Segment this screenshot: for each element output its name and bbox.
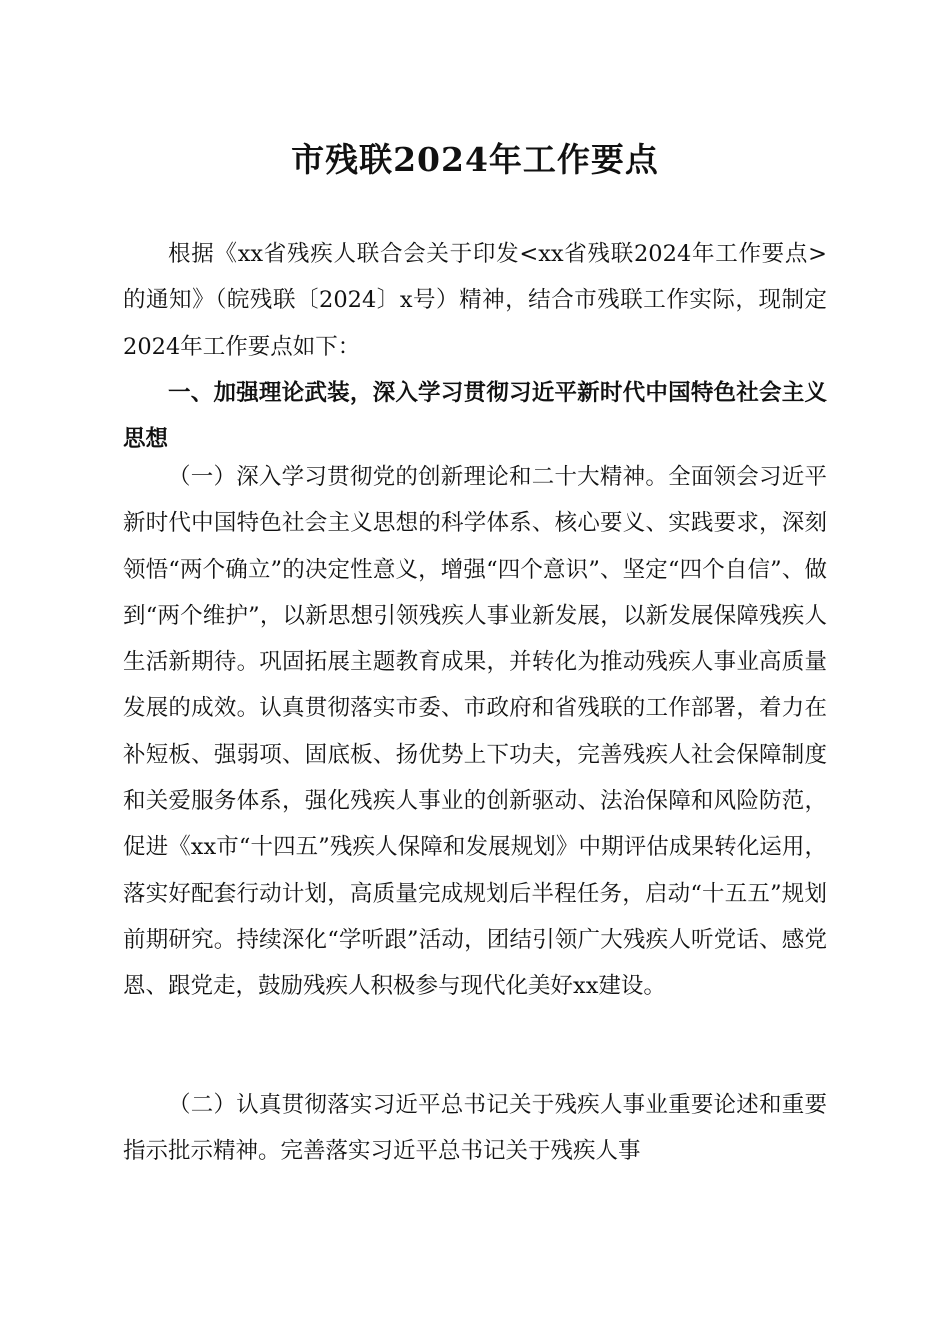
section-1-paragraph-2: （二）认真贯彻落实习近平总书记关于残疾人事业重要论述和重要指示批示精神。完善落实习近平总书记关于残疾人事 [123, 1092, 827, 1165]
intro-paragraph: 根据《xx省残疾人联合会关于印发<xx省残联2024年工作要点>的通知》（皖残联〔2024〕x号）精神，结合市残联工作实际，现制定2024年工作要点如下： [123, 241, 827, 360]
section-heading-1: 一、加强理论武装，深入学习贯彻习近平新时代中国特色社会主义思想 [123, 380, 827, 453]
section-1-paragraph-1: （一）深入学习贯彻党的创新理论和二十大精神。全面领会习近平新时代中国特色社会主义思想的科学体系、核心要义、实践要求，深刻领悟“两个确立”的决定性意义，增强“四个意识”、坚定“四个自信”、做到“两个维护”，以新思想引领残疾人事业新发展，以新发展保障残疾人生活新期待。巩固拓展主题教育成果，并转化为推动残疾人事业高质量发展的成效。认真贯彻落实市委、市政府和省残联的工作部署，着力在补短板、强弱项、固底板、扬优势上下功夫，完善残疾人社会保障制度和关爱服务体系，强化残疾人事业的创新驱动、法治保障和风险防范，促进《xx市“十四五”残疾人保障和发展规划》中期评估成果转化运用，落实好配套行动计划，高质量完成规划后半程任务，启动“十五五”规划前期研究。持续深化“学听跟”活动，团结引领广大残疾人听党话、感党恩、跟党走，鼓励残疾人积极参与现代化美好xx建设。 [123, 464, 827, 1000]
document-title: 市残联2024年工作要点 [291, 140, 659, 179]
